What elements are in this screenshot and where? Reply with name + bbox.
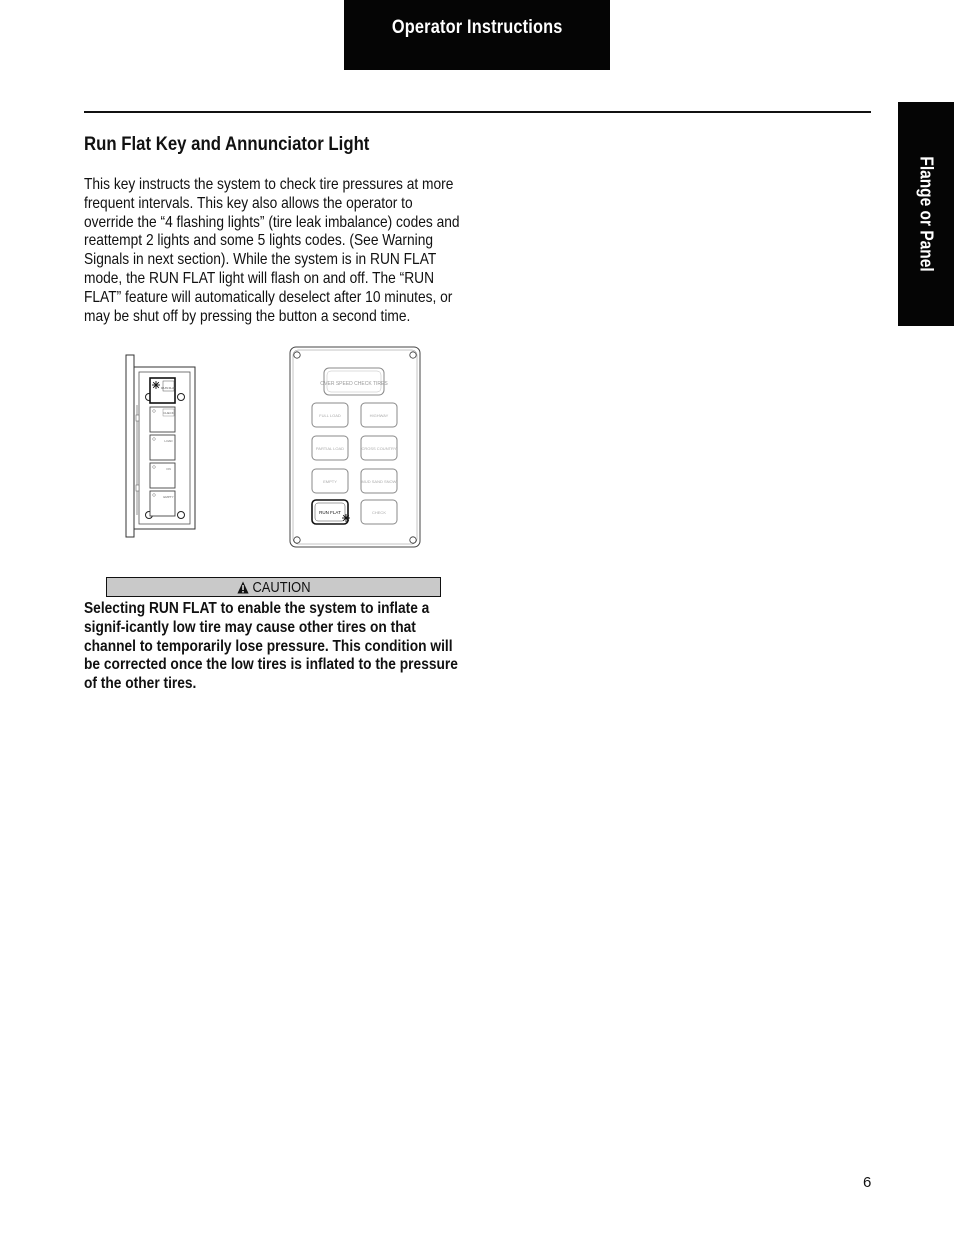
flange-key-label: LOAD	[164, 439, 173, 443]
panel-key[interactable]	[312, 469, 348, 493]
panel-key-label: FULL LOAD	[319, 413, 341, 418]
panel-key[interactable]	[361, 403, 397, 427]
flange-controller	[126, 355, 195, 537]
panel-key[interactable]	[361, 436, 397, 460]
warning-triangle-icon	[237, 581, 249, 594]
section-title: Run Flat Key and Annunciator Light	[84, 133, 370, 155]
panel-controller	[290, 347, 420, 547]
figure-svg	[120, 345, 430, 555]
panel-key[interactable]	[312, 403, 348, 427]
panel-key-label: CROSS COUNTRY	[361, 446, 397, 451]
panel-key[interactable]	[361, 469, 397, 493]
flange-key-label: EMPTY	[163, 495, 174, 499]
header-tab	[344, 0, 610, 70]
section-body: This key instructs the system to check tire pressures at more frequent intervals. This key also allows the operator to override the “4 flashing lights” (tire leak imbalance) codes and reattempt 2 lights and some 5 lights codes. (See Warning Signals in next section). While the system is in RUN FLAT mode, the RUN FLAT light will flash on and off. The “RUN FLAT” feature will automatically deselect after 10 minutes, or may be shut off by pressing the button a second time.	[84, 176, 460, 325]
panel-key-over-speed[interactable]	[320, 368, 388, 395]
flange-key[interactable]	[150, 491, 175, 516]
flange-key[interactable]	[150, 435, 175, 460]
flange-key[interactable]	[150, 407, 175, 432]
flash-icon	[342, 514, 350, 522]
panel-key-label: RUN FLAT	[319, 510, 341, 515]
side-tab-label: Flange or Panel	[916, 156, 937, 272]
caution-label: CAUTION	[252, 578, 311, 596]
panel-key-label: HIGHWAY	[369, 413, 389, 418]
panel-top-key-label: OVER SPEED CHECK TIRES	[320, 381, 388, 387]
flange-key-label: ON	[166, 467, 171, 471]
panel-key-label: PARTIAL LOAD	[315, 446, 345, 451]
panel-key-run-flat[interactable]	[312, 500, 350, 524]
panel-key-label: MUD SAND SNOW	[361, 479, 397, 484]
flash-icon	[152, 381, 160, 389]
panel-key[interactable]	[312, 436, 348, 460]
flange-key-run-flat[interactable]	[150, 378, 176, 403]
flange-key-label: RUN FLAT	[161, 386, 176, 390]
header-title: Operator Instructions	[391, 17, 563, 38]
panel-key-label: CHECK	[371, 510, 387, 515]
header-rule	[84, 111, 871, 113]
page-number: 6	[863, 1174, 872, 1191]
caution-bar	[106, 577, 441, 597]
panel-key[interactable]	[361, 500, 397, 524]
panel-key-label: EMPTY	[323, 479, 337, 484]
side-tab	[898, 102, 954, 326]
flange-key-label: CHECK	[163, 411, 174, 415]
caution-text: Selecting RUN FLAT to enable the system to inflate a signif-icantly low tire may cause other tires on that channel to temporarily lose pressure. This condition will be corrected once the low tires is inflated to the pressure of the other tires.	[84, 600, 458, 693]
control-panel-figure	[120, 345, 430, 555]
flange-key[interactable]	[150, 463, 175, 488]
